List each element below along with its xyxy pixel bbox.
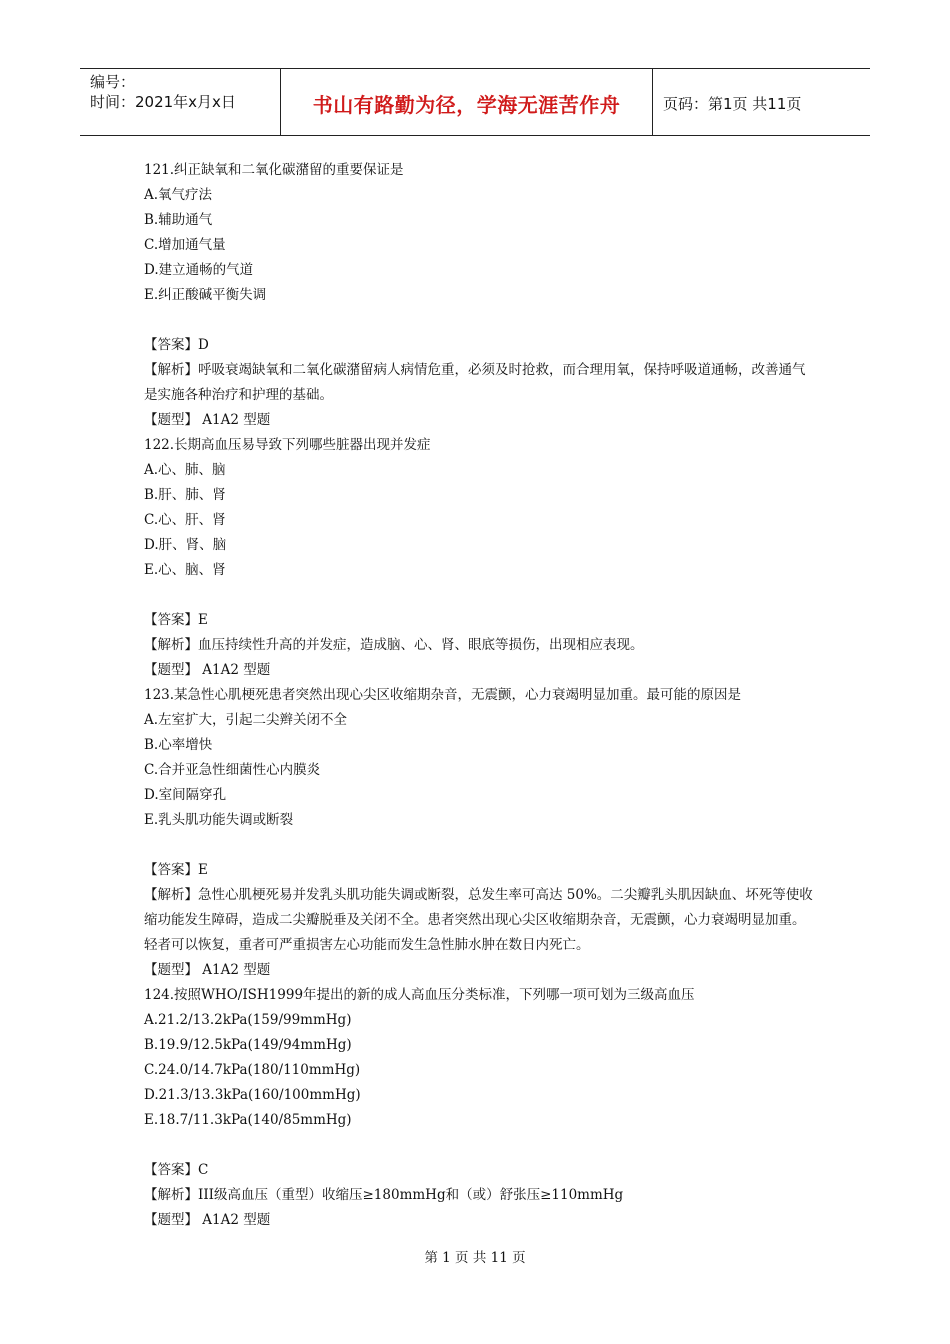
question-type: 【题型】 A1A2 型题 <box>144 412 271 428</box>
option: E.心、脑、肾 <box>144 562 226 578</box>
option: C.24.0/14.7kPa(180/110mmHg) <box>144 1062 361 1078</box>
option: B.辅助通气 <box>144 212 213 228</box>
question-block <box>144 683 814 983</box>
header-meta-cell <box>80 69 281 135</box>
spacer <box>144 583 814 608</box>
analysis: 【解析】急性心肌梗死易并发乳头肌功能失调或断裂，总发生率可高达 50%。二尖瓣乳头肌因缺血、坏死等使收缩功能发生障碍，造成二尖瓣脱垂及关闭不全。患者突然出现心尖区收缩期杂音，无震颤，心力衰竭明显加重。轻者可以恢复，重者可严重损害左心功能而发生急性肺水肿在数日内死亡。 <box>144 887 813 953</box>
option: D.21.3/13.3kPa(160/100mmHg) <box>144 1087 361 1103</box>
header-motto: 书山有路勤为径，学海无涯苦作舟 <box>312 93 621 117</box>
page-footer: 第 1 页 共 11 页 <box>424 1250 526 1266</box>
question-type: 【题型】 A1A2 型题 <box>144 962 271 978</box>
option: B.19.9/12.5kPa(149/94mmHg) <box>144 1037 352 1053</box>
option: E.乳头肌功能失调或断裂 <box>144 812 294 828</box>
question-stem: 124.按照WHO/ISH1999年提出的新的成人高血压分类标准，下列哪一项可划为三级高血压 <box>144 987 695 1003</box>
header-motto-cell <box>281 69 653 135</box>
answer: 【答案】E <box>144 862 208 878</box>
option: C.心、肝、肾 <box>144 512 226 528</box>
spacer <box>144 833 814 858</box>
question-list <box>144 158 814 1233</box>
page-header <box>80 68 870 136</box>
question-stem: 123.某急性心肌梗死患者突然出现心尖区收缩期杂音，无震颤，心力衰竭明显加重。最可能的原因是 <box>144 687 742 703</box>
spacer <box>144 308 814 333</box>
header-page-cell <box>653 69 870 135</box>
option: B.心率增快 <box>144 737 213 753</box>
analysis: 【解析】呼吸衰竭缺氧和二氧化碳潴留病人病情危重，必须及时抢救，而合理用氧，保持呼吸道通畅，改善通气是实施各种治疗和护理的基础。 <box>144 362 806 403</box>
analysis: 【解析】III级高血压（重型）收缩压≥180mmHg和（或）舒张压≥110mmHg <box>144 1187 624 1203</box>
answer: 【答案】D <box>144 337 209 353</box>
option: C.增加通气量 <box>144 237 226 253</box>
analysis: 【解析】血压持续性升高的并发症，造成脑、心、肾、眼底等损伤，出现相应表现。 <box>144 637 644 653</box>
option: D.室间隔穿孔 <box>144 787 227 803</box>
question-block <box>144 158 814 433</box>
question-stem: 122.长期高血压易导致下列哪些脏器出现并发症 <box>144 437 431 453</box>
option: A.心、肺、脑 <box>144 462 226 478</box>
option: A.21.2/13.2kPa(159/99mmHg) <box>144 1012 352 1028</box>
option: A.左室扩大，引起二尖辫关闭不全 <box>144 712 348 728</box>
option: E.纠正酸碱平衡失调 <box>144 287 267 303</box>
question-stem: 121.纠正缺氧和二氧化碳潴留的重要保证是 <box>144 162 404 178</box>
option: B.肝、肺、肾 <box>144 487 226 503</box>
header-page-number: 页码：第1页 共11页 <box>663 95 802 113</box>
answer: 【答案】E <box>144 612 208 628</box>
question-block <box>144 983 814 1233</box>
question-type: 【题型】 A1A2 型题 <box>144 662 271 678</box>
option: E.18.7/11.3kPa(140/85mmHg) <box>144 1112 352 1128</box>
document-number-label: 编号： <box>90 73 136 91</box>
question-block <box>144 433 814 683</box>
option: D.建立通畅的气道 <box>144 262 254 278</box>
option: D.肝、肾、脑 <box>144 537 227 553</box>
option: A.氧气疗法 <box>144 187 213 203</box>
question-type: 【题型】 A1A2 型题 <box>144 1212 271 1228</box>
option: C.合并亚急性细菌性心内膜炎 <box>144 762 321 778</box>
answer: 【答案】C <box>144 1162 209 1178</box>
document-date-label: 时间：2021年x月x日 <box>90 93 236 111</box>
spacer <box>144 1133 814 1158</box>
